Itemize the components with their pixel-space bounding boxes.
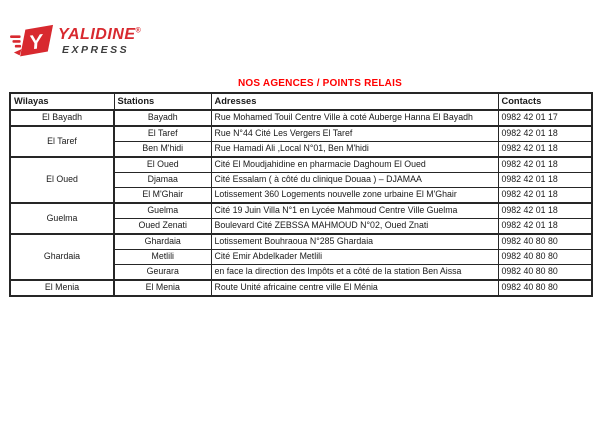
column-header-wilayas: Wilayas <box>10 93 114 110</box>
header-row <box>10 93 592 110</box>
station-cell: Geurara <box>114 265 211 281</box>
contact-cell: 0982 42 01 18 <box>498 188 592 204</box>
adresse-cell: Rue N°44 Cité Les Vergers El Taref <box>211 126 498 142</box>
wilaya-cell: Guelma <box>10 203 114 234</box>
wilaya-cell: El Bayadh <box>10 110 114 126</box>
table-row <box>10 110 592 126</box>
column-header-adresses: Adresses <box>211 93 498 110</box>
yalidine-logo <box>10 21 141 63</box>
station-cell: Ghardaia <box>114 234 211 250</box>
wilaya-cell: Ghardaia <box>10 234 114 280</box>
station-cell: Metlili <box>114 250 211 265</box>
station-cell: Guelma <box>114 203 211 219</box>
brand-name: YALIDINE® <box>58 26 142 43</box>
station-cell: Oued Zenati <box>114 219 211 235</box>
adresse-cell: Cité Essalam ( à côté du clinique Douaa ) – DJAMAA <box>211 173 498 188</box>
station-cell: Ben M'hidi <box>114 142 211 158</box>
contact-cell: 0982 40 80 80 <box>498 250 592 265</box>
station-cell: El Menia <box>114 280 211 296</box>
table-row <box>10 234 592 250</box>
contact-cell: 0982 40 80 80 <box>498 234 592 250</box>
logo-text <box>58 27 141 56</box>
svg-text:Y: Y <box>27 30 44 55</box>
adresse-cell: Rue Hamadi Ali ,Local N°01, Ben M'hidi <box>211 142 498 158</box>
station-cell: Bayadh <box>114 110 211 126</box>
table-row <box>10 157 592 173</box>
wilaya-cell: El Oued <box>10 157 114 203</box>
registered-mark: ® <box>135 27 142 35</box>
adresse-cell: Route Unité africaine centre ville El Ménia <box>211 280 498 296</box>
table-row <box>10 203 592 219</box>
station-cell: Djamaa <box>114 173 211 188</box>
station-cell: El Oued <box>114 157 211 173</box>
adresse-cell: en face la direction des Impôts et a côté de la station Ben Aissa <box>211 265 498 281</box>
contact-cell: 0982 42 01 18 <box>498 219 592 235</box>
adresse-cell: Cité 19 Juin Villa N°1 en Lycée Mahmoud Centre Ville Guelma <box>211 203 498 219</box>
yalidine-envelope-icon <box>10 21 56 63</box>
column-header-contacts: Contacts <box>498 93 592 110</box>
adresse-cell: Cité El Moudjahidine en pharmacie Daghoum El Oued <box>211 157 498 173</box>
contact-cell: 0982 42 01 18 <box>498 173 592 188</box>
adresse-cell: Boulevard Cité ZEBSSA MAHMOUD N°02, Oued Znati <box>211 219 498 235</box>
adresse-cell: Rue Mohamed Touil Centre Ville à coté Auberge Hanna El Bayadh <box>211 110 498 126</box>
page-title: NOS AGENCES / POINTS RELAIS <box>238 78 402 89</box>
adresse-cell: Cité Emir Abdelkader Metlili <box>211 250 498 265</box>
contact-cell: 0982 40 80 80 <box>498 280 592 296</box>
adresse-cell: Lotissement Bouhraoua N°285 Ghardaia <box>211 234 498 250</box>
contact-cell: 0982 42 01 18 <box>498 126 592 142</box>
contact-cell: 0982 42 01 18 <box>498 157 592 173</box>
adresse-cell: Lotissement 360 Logements nouvelle zone urbaine El M'Ghair <box>211 188 498 204</box>
wilaya-cell: El Menia <box>10 280 114 296</box>
contact-cell: 0982 40 80 80 <box>498 265 592 281</box>
station-cell: El M'Ghair <box>114 188 211 204</box>
agences-table <box>9 92 593 297</box>
contact-cell: 0982 42 01 18 <box>498 203 592 219</box>
table-row <box>10 126 592 142</box>
brand-subname: EXPRESS <box>62 44 130 56</box>
column-header-stations: Stations <box>114 93 211 110</box>
wilaya-cell: El Taref <box>10 126 114 157</box>
station-cell: El Taref <box>114 126 211 142</box>
contact-cell: 0982 42 01 18 <box>498 142 592 158</box>
table-row <box>10 280 592 296</box>
contact-cell: 0982 42 01 17 <box>498 110 592 126</box>
